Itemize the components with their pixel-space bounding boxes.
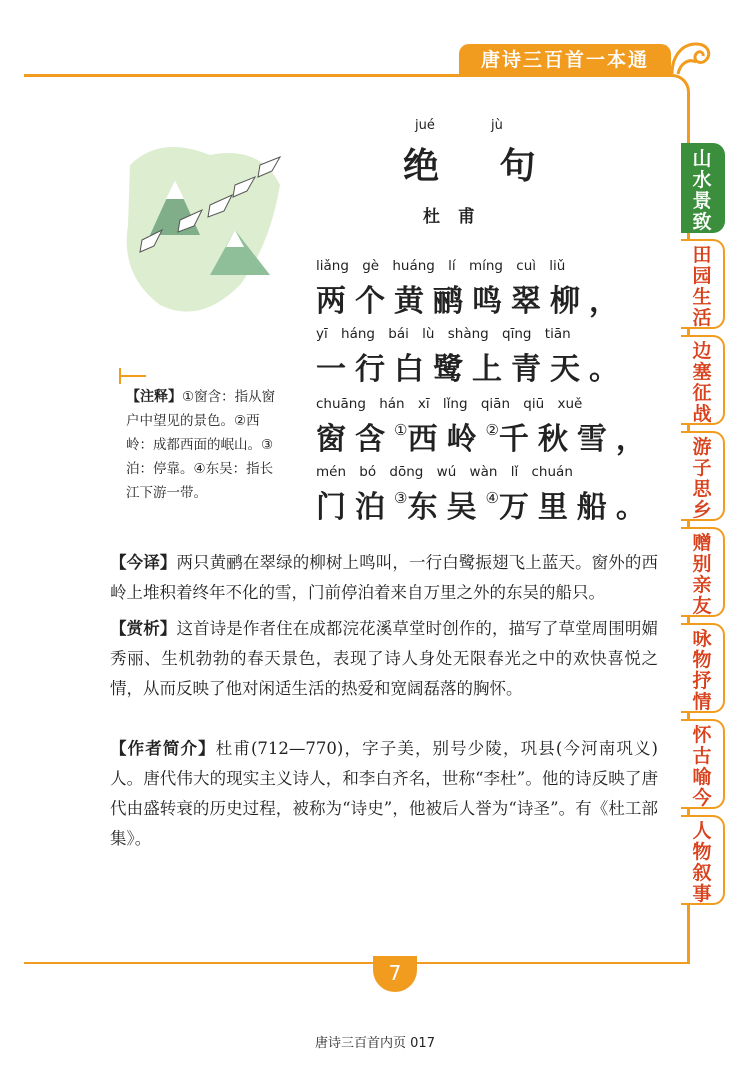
translation-text: 两只黄鹂在翠绿的柳树上鸣叫，一行白鹭振翅飞上蓝天。窗外的西岭上堆积着终年不化的雪，门前停泊着来自万里之外的东吴的船只。 [110, 553, 658, 602]
note-ref-4: ④ [485, 489, 499, 507]
book-title-tab: 唐诗三百首一本通 [459, 44, 671, 76]
poem-line [316, 326, 656, 388]
line-text: 门泊③东吴④万里船。 [316, 489, 655, 525]
line-text: 窗含①西岭②千秋雪， [316, 421, 655, 457]
poem-line [316, 258, 656, 320]
notes-text: ①窗含：指从窗户中望见的景色。②西岭：成都西面的岷山。③泊：停靠。④东吴：指长江下游一带。 [126, 389, 276, 501]
line-text: 两个黄鹂鸣翠柳， [316, 284, 628, 319]
line-pinyin: liǎng gè huáng lí míng cuì liǔ [316, 258, 566, 274]
tab-renwu[interactable]: 人物叙事 [681, 815, 725, 905]
swirl-ornament-icon [668, 36, 716, 76]
title-pinyin-2: jù [491, 118, 503, 133]
page-number: 7 [373, 956, 417, 992]
tab-tianyuan[interactable]: 田园生活 [681, 239, 725, 329]
author-bio-text: 杜甫(712—770)，字子美，别号少陵，巩县(今河南巩义)人。唐代伟大的现实主义诗人，和李白齐名，世称“李杜”。他的诗反映了唐代由盛转衰的历史过程，被称为“诗史”，他被后人誉为“诗圣”。有《杜工部集》。 [110, 739, 658, 848]
poem-author: 杜 甫 [423, 207, 481, 227]
egrets-mountain-illustration [120, 125, 290, 325]
translation-section [110, 548, 658, 608]
line-pinyin: chuāng hán xī lǐng qiān qiū xuě [316, 396, 583, 412]
tab-youzi[interactable]: 游子思乡 [681, 431, 725, 521]
tab-huaigu[interactable]: 怀古喻今 [681, 719, 725, 809]
tab-biansai[interactable]: 边塞征战 [681, 335, 725, 425]
note-ornament-icon [118, 366, 148, 386]
appreciation-section [110, 614, 658, 704]
tab-zengbie[interactable]: 赠别亲友 [681, 527, 725, 617]
notes-label: 【注释】 [126, 389, 182, 405]
line-text: 一行白鹭上青天。 [316, 352, 628, 387]
appreciation-label: 【赏析】 [110, 619, 177, 638]
poem-title: 绝 句 [403, 145, 560, 187]
author-bio-section [110, 734, 658, 854]
appreciation-text: 这首诗是作者住在成都浣花溪草堂时创作的，描写了草堂周围明媚秀丽、生机勃勃的春天景色，表现了诗人身处无限春光之中的欢快喜悦之情，从而反映了他对闲适生活的热爱和宽阔磊落的胸怀。 [110, 619, 658, 698]
note-ref-1: ① [394, 421, 408, 439]
title-pinyin-1: jué [415, 118, 435, 133]
poem-line [316, 464, 656, 526]
line-pinyin: mén bó dōng wú wàn lǐ chuán [316, 464, 573, 480]
line-pinyin: yī háng bái lù shàng qīng tiān [316, 326, 571, 342]
poem-line [316, 396, 656, 458]
tab-yongwu[interactable]: 咏物抒情 [681, 623, 725, 713]
translation-label: 【今译】 [110, 553, 177, 572]
note-ref-3: ③ [394, 489, 408, 507]
print-footer: 唐诗三百首内页 017 [315, 1036, 435, 1051]
tab-shanshui[interactable]: 山水景致 [681, 143, 725, 233]
notes-box [126, 385, 286, 505]
author-bio-label: 【作者简介】 [110, 739, 216, 758]
category-tabs [681, 143, 725, 911]
note-ref-2: ② [485, 421, 499, 439]
